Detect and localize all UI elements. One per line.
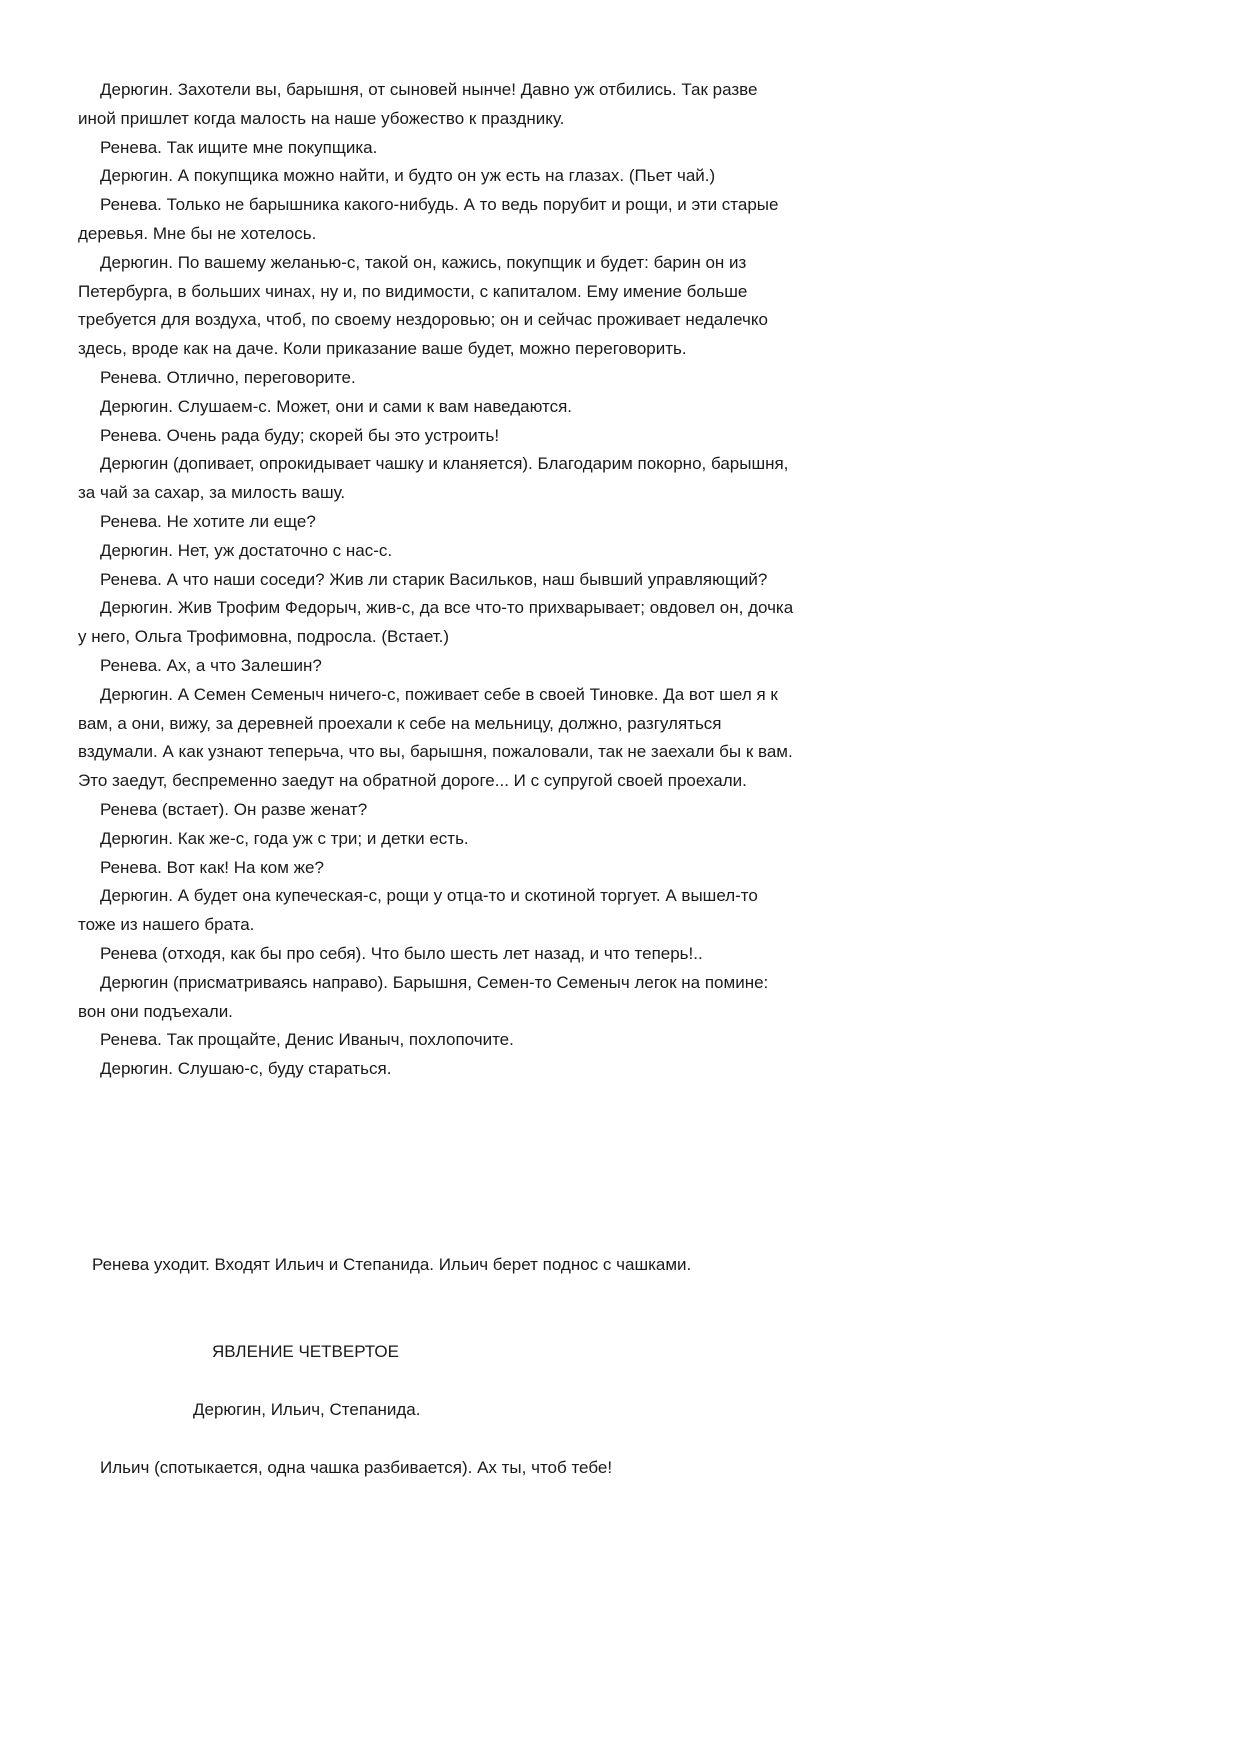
- dialog-line: Ренева. Ах, а что Залешин?: [100, 655, 322, 675]
- dialog-line: Дерюгин. А будет она купеческая-с, рощи у отца-то и скотиной торгует. А вышел-то тоже из нашего брата.: [78, 886, 758, 935]
- stage-direction: Ренева уходит. Входят Ильич и Степанида. Ильич берет поднос с чашками.: [92, 1255, 692, 1274]
- dialog-line: Ренева. Так прощайте, Денис Иваныч, похлопочите.: [100, 1030, 514, 1050]
- dialog-line: Ренева (встает). Он разве женат?: [100, 799, 368, 819]
- dialog-block: [78, 76, 798, 1084]
- dialog-line: Дерюгин. Слушаю-с, буду стараться.: [100, 1059, 392, 1079]
- dialog-line: Дерюгин. Слушаем-с. Может, они и сами к вам наведаются.: [100, 396, 573, 416]
- dialog-line: Дерюгин. А покупщика можно найти, и будто он уж есть на глазах. (Пьет чай.): [100, 166, 716, 186]
- dialog-line: Дерюгин. Захотели вы, барышня, от сыновей нынче! Давно уж отбились. Так разве иной пришлет когда малость на наше убожество к празднику.: [78, 80, 758, 128]
- dialog-line: Дерюгин. Нет, уж достаточно с нас-с.: [100, 540, 393, 560]
- dialog-line: Ренева. А что наши соседи? Жив ли старик Васильков, наш бывший управляющий?: [100, 569, 768, 589]
- dialog-line: Ренева. Так ищите мне покупщика.: [100, 137, 378, 157]
- dialog-line: Дерюгин. Как же-с, года уж с три; и детки есть.: [100, 828, 469, 848]
- dialog-line: Ренева. Не хотите ли еще?: [100, 511, 316, 531]
- dialog-line: Ренева. Отлично, переговорите.: [100, 367, 356, 387]
- dialog-line: Ренева. Вот как! На ком же?: [100, 857, 324, 877]
- dialog-line: Дерюгин (допивает, опрокидывает чашку и кланяется). Благодарим покорно, барышня, за чай за сахар, за милость вашу.: [78, 454, 789, 503]
- dialog-line: Ренева. Только не барышника какого-нибудь. А то ведь порубит и рощи, и эти старые деревья. Мне бы не хотелось.: [78, 195, 779, 243]
- dialog-line: Ренева (отходя, как бы про себя). Что было шесть лет назад, и что теперь!..: [100, 943, 703, 963]
- scene-heading: ЯВЛЕНИЕ ЧЕТВЕРТОЕ: [212, 1342, 399, 1361]
- dialog-line: Ренева. Очень рада буду; скорей бы это устроить!: [100, 425, 500, 445]
- dialog-line-final: Ильич (спотыкается, одна чашка разбивается). Ах ты, чтоб тебе!: [100, 1458, 613, 1477]
- dialog-line: Дерюгин (присматриваясь направо). Барышня, Семен-то Семеныч легок на помине: вон они подъехали.: [78, 972, 769, 1021]
- dialog-line: Дерюгин. По вашему желанью-с, такой он, кажись, покупщик и будет: барин он из Петербурга, в больших чинах, ну и, по видимости, с капиталом. Ему имение больше требуется для воздуха, чтоб, по своему нездоровью; он и сейчас проживает недалечко здесь, вроде как на даче. Коли приказание ваше будет, можно переговорить.: [78, 252, 768, 359]
- dialog-line: Дерюгин. Жив Трофим Федорыч, жив-с, да все что-то прихварывает; овдовел он, дочка у него, Ольга Трофимовна, подросла. (Встает.): [78, 598, 794, 647]
- dialog-line: Дерюгин. А Семен Семеныч ничего-с, поживает себе в своей Тиновке. Да вот шел я к вам, а они, вижу, за деревней проехали к себе на мельницу, должно, разгуляться вздумали. А как узнают теперьча, что вы, барышня, пожаловали, так не заехали бы к вам. Это заедут, беспременно заедут на обратной дороге... И с супругой своей проехали.: [78, 684, 793, 791]
- character-list: Дерюгин, Ильич, Степанида.: [193, 1400, 421, 1419]
